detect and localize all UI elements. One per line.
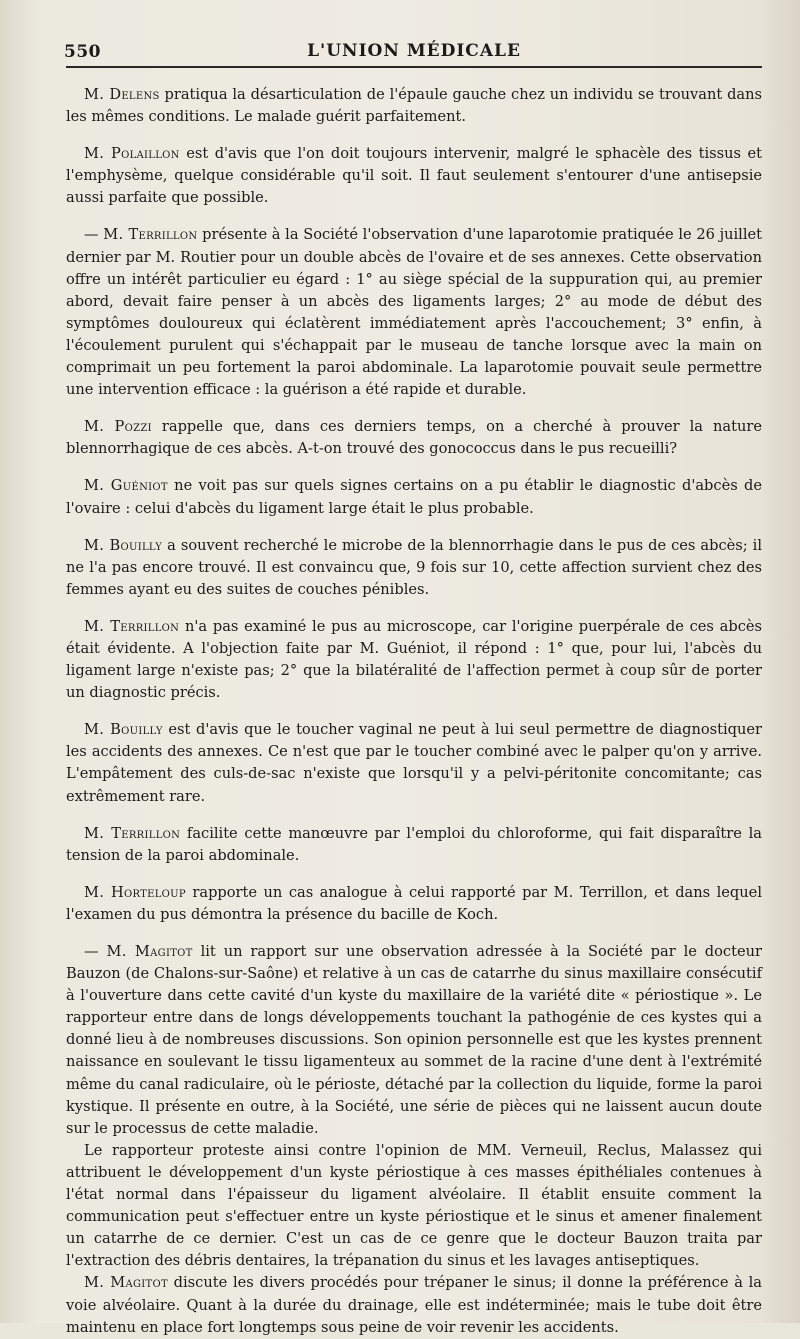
dash-lead: —	[84, 943, 107, 960]
speaker-name: M. Terrillon	[103, 226, 198, 244]
speaker-name: M. Terrillon	[84, 617, 180, 635]
paragraph-text: présente à la Société l'observation d'une laparotomie pratiquée le 26 juillet dernier par M. Routier pour un double abcès de l'ovaire et de ses annexes. Cette observation offre un intérêt particulier eu égard : 1° au siège spécial de la suppuration qui, au premier abord, devait faire penser à un abcès des ligaments larges; 2° au mode de début des symptômes douloureux qui éclatèrent immédiatement après l'accouchement; 3° enfin, à l'écoulement purulent qui s'échappait par le museau de tanche lorsque avec la main on comprimait un peu fortement la paroi abdominale. La laparotomie pouvait seule permettre une intervention efficace : la guérison a été rapide et durable.	[66, 226, 762, 399]
paragraph-text: pratiqua la désarticulation de l'épaule gauche chez un individu se trouvant dans les mêmes conditions. Le malade guérit parfaitement.	[66, 86, 762, 126]
paragraph-text: n'a pas examiné le pus au microscope, car l'origine puerpérale de ces abcès était évidente. A l'objection faite par M. Guéniot, il répond : 1° que, pour lui, l'abcès du ligament large n'existe pas; 2° que la bilatéralité de l'affection permet à coup sûr de porter un diagnostic précis.	[66, 617, 762, 702]
paragraph	[66, 416, 762, 460]
paragraph	[66, 719, 762, 807]
dash-lead: —	[84, 226, 104, 244]
paragraph-text: a souvent recherché le microbe de la blennorrhagie dans le pus de ces abcès; il ne l'a pas encore trouvé. Il est convaincu que, 9 fois sur 10, cette affection survient chez des femmes ayant eu des suites de couches pénibles.	[66, 536, 763, 598]
paragraph	[66, 823, 762, 867]
paragraph	[66, 535, 762, 601]
page-number: 550	[64, 42, 101, 62]
paragraph-text: Le rapporteur proteste ainsi contre l'opinion de MM. Verneuil, Reclus, Malassez qui attribuent le développement d'un kyste périostique à ces masses épithéliales contenues à l'état normal dans l'épaisseur du ligament alvéolaire. Il établit ensuite comment la communication peut s'effectuer entre un kyste périostique et le sinus et amener finalement un catarrhe de ce dernier. C'est un cas de ce genre que le docteur Bauzon traita par l'extraction des débris dentaires, la trépanation du sinus et les lavages antiseptiques.	[66, 1141, 762, 1270]
paragraph-text: lit un rapport sur une observation adressée à la Société par le docteur Bauzon (de Chalons-sur-Saône) et relative à un cas de catarrhe du sinus maxillaire consécutif à l'ouverture dans cette cavité d'un kyste du maxillaire de la variété dite « périostique ». Le rapporteur entre dans de longs développements touchant la pathogénie de ces kystes qui a donné lieu à de nombreuses discussions. Son opinion personnelle est que les kystes prennent naissance en soulevant le tissu ligamenteux au sommet de la racine d'une dent à l'extrémité même du canal radiculaire, où le périoste, détaché par la collection du liquide, forme la paroi kystique. Il présente en outre, à la Société, une série de pièces qui ne laissent aucun doute sur le processus de cette maladie.	[66, 943, 762, 1137]
paragraph-text: facilite cette manœuvre par l'emploi du chloroforme, qui fait disparaître la tension de la paroi abdominale.	[66, 824, 762, 864]
speaker-name: M. Polaillon	[84, 145, 180, 163]
speaker-name: M. Pozzi	[84, 418, 152, 436]
paragraph	[66, 475, 762, 519]
speaker-name: M. Terrillon	[84, 824, 181, 842]
speaker-name: M. Magitot	[106, 943, 193, 960]
paragraph	[66, 1140, 762, 1273]
paragraph-text: est d'avis que l'on doit toujours intervenir, malgré le sphacèle des tissus et l'emphysème, quelque considérable qu'il soit. Il faut seulement s'entourer d'une antisepsie aussi parfaite que possible.	[66, 145, 762, 207]
speaker-name: M. Delens	[84, 86, 160, 103]
speaker-name: M. Magitot	[84, 1274, 168, 1292]
article-body	[66, 84, 762, 1339]
paragraph-text: est d'avis que le toucher vaginal ne peut à lui seul permettre de diagnostiquer les accidents des annexes. Ce n'est que par le toucher combiné avec le palper qu'on y arrive. L'empâtement des culs-de-sac n'existe que lorsqu'il y a pelvi-péritonite concomitante; cas extrêmement rare.	[66, 721, 763, 805]
speaker-name: M. Bouilly	[84, 536, 163, 554]
paragraph-text: ne voit pas sur quels signes certains on a pu établir le diagnostic d'abcès de l'ovaire : celui d'abcès du ligament large était le plus probable.	[66, 477, 762, 517]
paragraph	[66, 224, 762, 401]
paragraph-text: rappelle que, dans ces derniers temps, on a cherché à prouver la nature blennorrhagique de ces abcès. A-t-on trouvé des gonococcus dans le pus recueilli?	[66, 418, 762, 458]
paragraph	[66, 882, 762, 926]
paragraph-text: rapporte un cas analogue à celui rapporté par M. Terrillon, et dans lequel l'examen du pus démontra la présence du bacille de Koch.	[66, 883, 762, 923]
paragraph	[66, 143, 762, 209]
journal-title: L'UNION MÉDICALE	[307, 41, 521, 61]
speaker-name: M. Guéniot	[84, 477, 168, 495]
paragraph	[66, 616, 762, 704]
speaker-name: M. Bouilly	[84, 721, 163, 739]
paragraph	[66, 84, 762, 128]
paragraph-text: discute les divers procédés pour trépaner le sinus; il donne la préférence à la voie alvéolaire. Quant à la durée du drainage, elle est indéterminée; mais le tube doit être maintenu en place fort longtemps sous peine de voir revenir les accidents.	[66, 1274, 762, 1336]
paragraph	[66, 941, 762, 1140]
paragraph	[66, 1272, 762, 1338]
speaker-name: M. Horteloup	[84, 883, 186, 901]
running-header	[66, 36, 762, 68]
